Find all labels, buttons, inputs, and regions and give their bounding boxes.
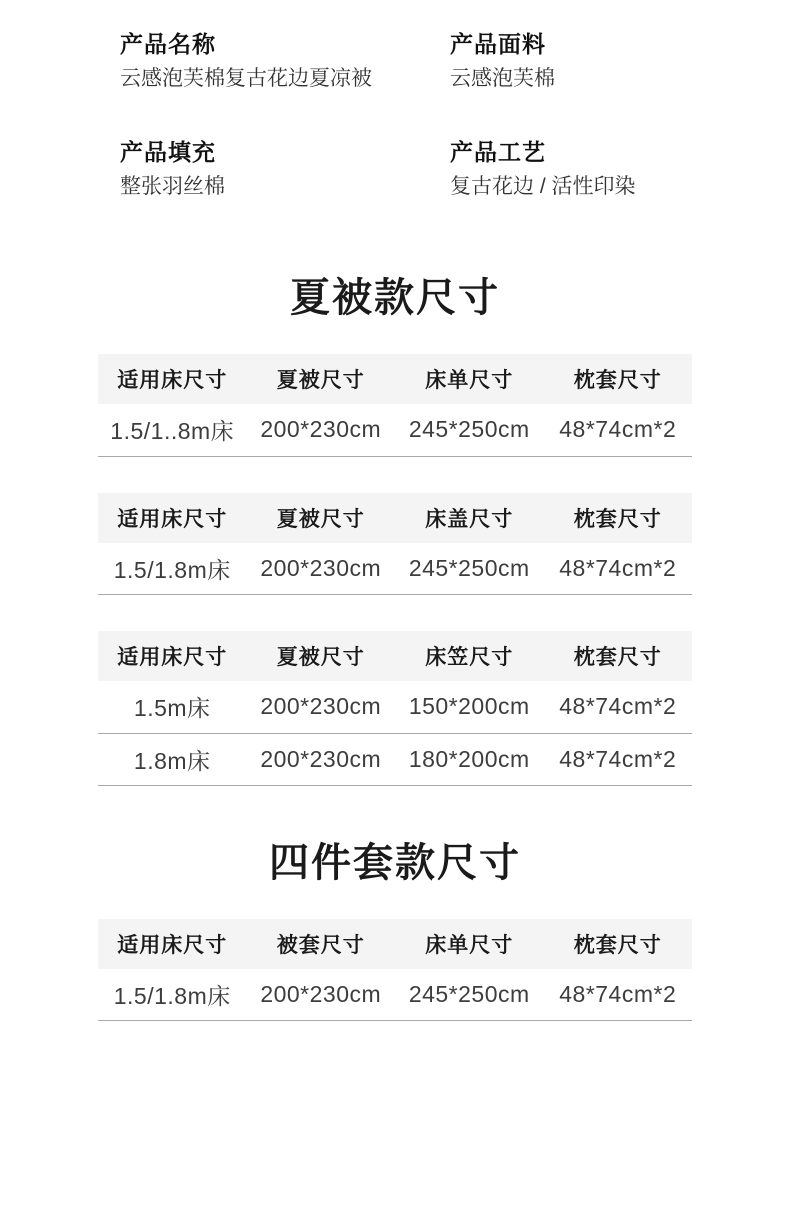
- product-fabric-item: [450, 30, 750, 94]
- col-header-quilt-size: 夏被尺寸: [247, 631, 396, 681]
- product-craft-item: [450, 138, 750, 202]
- product-craft-value: 复古花边 / 活性印染: [450, 175, 636, 198]
- summer-quilt-size-section: [0, 274, 790, 786]
- four-piece-set-size-section: [0, 839, 790, 1022]
- set-size-table: [98, 919, 692, 1022]
- col-header-bed-size: 适用床尺寸: [98, 631, 247, 681]
- product-filling-label: 产品填充: [120, 139, 216, 165]
- table-header-row: [98, 919, 692, 969]
- table-header-row: [98, 354, 692, 404]
- product-name-value: 云感泡芙棉复古花边夏凉被: [120, 67, 372, 90]
- col-header-duvet-cover-size: 被套尺寸: [247, 919, 396, 969]
- col-header-pillowcase-size: 枕套尺寸: [544, 919, 693, 969]
- product-fabric-value: 云感泡芙棉: [450, 67, 555, 90]
- section-title-four-piece-set: 四件套款尺寸: [269, 840, 521, 885]
- col-header-quilt-size: 夏被尺寸: [247, 354, 396, 404]
- cell-coverlet-size: 245*250cm: [395, 543, 544, 595]
- product-filling-value: 整张羽丝棉: [120, 175, 225, 198]
- cell-quilt-size: 200*230cm: [247, 543, 396, 595]
- cell-bed-size: 1.5/1.8m床: [98, 543, 247, 595]
- cell-quilt-size: 200*230cm: [247, 404, 396, 456]
- product-filling-item: [120, 138, 450, 202]
- cell-pillowcase-size: 48*74cm*2: [544, 681, 693, 733]
- table-row: [98, 681, 692, 733]
- cell-quilt-size: 200*230cm: [247, 681, 396, 733]
- quilt-size-table-coverlet: [98, 493, 692, 596]
- cell-bed-size: 1.8m床: [98, 733, 247, 785]
- product-name-label: 产品名称: [120, 31, 216, 57]
- product-craft-label: 产品工艺: [450, 139, 546, 165]
- table-row: [98, 404, 692, 456]
- quilt-size-table-sheet: [98, 354, 692, 457]
- cell-fitted-sheet-size: 150*200cm: [395, 681, 544, 733]
- cell-sheet-size: 245*250cm: [395, 969, 544, 1021]
- table-row: [98, 733, 692, 785]
- cell-bed-size: 1.5/1.8m床: [98, 969, 247, 1021]
- cell-sheet-size: 245*250cm: [395, 404, 544, 456]
- table-header-row: [98, 631, 692, 681]
- table-header-row: [98, 493, 692, 543]
- col-header-fitted-sheet-size: 床笠尺寸: [395, 631, 544, 681]
- col-header-pillowcase-size: 枕套尺寸: [544, 493, 693, 543]
- product-info-grid: [120, 30, 750, 202]
- col-header-pillowcase-size: 枕套尺寸: [544, 354, 693, 404]
- cell-pillowcase-size: 48*74cm*2: [544, 969, 693, 1021]
- product-name-item: [120, 30, 450, 94]
- product-fabric-label: 产品面料: [450, 31, 546, 57]
- col-header-coverlet-size: 床盖尺寸: [395, 493, 544, 543]
- cell-bed-size: 1.5/1..8m床: [98, 404, 247, 456]
- col-header-bed-size: 适用床尺寸: [98, 493, 247, 543]
- cell-bed-size: 1.5m床: [98, 681, 247, 733]
- cell-pillowcase-size: 48*74cm*2: [544, 543, 693, 595]
- quilt-size-table-fitted-sheet: [98, 631, 692, 786]
- cell-duvet-cover-size: 200*230cm: [247, 969, 396, 1021]
- section-title-summer-quilt: 夏被款尺寸: [290, 276, 500, 320]
- col-header-bed-size: 适用床尺寸: [98, 919, 247, 969]
- col-header-quilt-size: 夏被尺寸: [247, 493, 396, 543]
- cell-fitted-sheet-size: 180*200cm: [395, 733, 544, 785]
- cell-pillowcase-size: 48*74cm*2: [544, 404, 693, 456]
- cell-pillowcase-size: 48*74cm*2: [544, 733, 693, 785]
- col-header-pillowcase-size: 枕套尺寸: [544, 631, 693, 681]
- cell-quilt-size: 200*230cm: [247, 733, 396, 785]
- col-header-sheet-size: 床单尺寸: [395, 919, 544, 969]
- table-row: [98, 543, 692, 595]
- table-row: [98, 969, 692, 1021]
- col-header-bed-size: 适用床尺寸: [98, 354, 247, 404]
- col-header-sheet-size: 床单尺寸: [395, 354, 544, 404]
